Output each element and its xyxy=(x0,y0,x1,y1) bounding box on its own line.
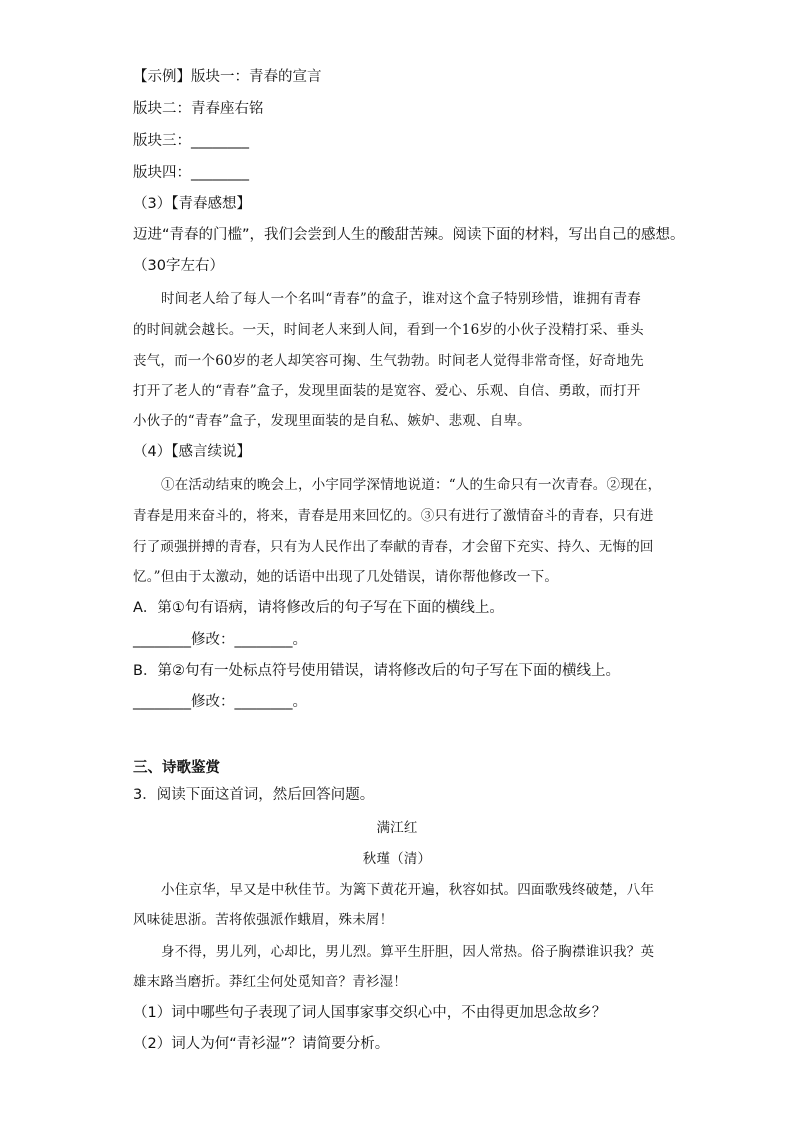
q4-heading: （4）【感言续说】 xyxy=(133,444,251,460)
q4-b-prompt: B．第②句有一处标点符号使用错误，请将修改后的句子写在下面的横线上。 xyxy=(133,663,620,679)
poetry-intro: 3．阅读下面这首词，然后回答问题。 xyxy=(133,787,375,803)
poetry-q1: （1）词中哪些句子表现了词人国事家事交织心中，不由得更加思念故乡？ xyxy=(133,1005,607,1021)
material-line: 时间老人给了每人一个名叫“青春”的盒子，谁对这个盒子特别珍惜，谁拥有青春 xyxy=(161,291,642,307)
q3-prompt: 迈进“青春的门槛”，我们会尝到人生的酸甜苦辣。阅读下面的材料，写出自己的感想。 xyxy=(133,227,685,243)
poem-line: 风味徒思浙。苦将侬强派作蛾眉，殊未屑！ xyxy=(133,912,394,928)
poem-line: 小住京华，早又是中秋佳节。为篱下黄花开遍，秋容如拭。四面歌残终破楚，八年 xyxy=(161,882,655,898)
block-2: 版块二：青春座右铭 xyxy=(133,101,264,117)
section-title: 三、诗歌鉴赏 xyxy=(133,760,220,776)
poem-title: 满江红 xyxy=(376,820,418,836)
poem-author: 秋瑾（清） xyxy=(362,851,432,867)
q4-a-answer: ________修改：________。 xyxy=(133,632,307,648)
material-line: 丧气，而一个60岁的老人却笑容可掬、生气勃勃。时间老人觉得非常奇怪，好奇地先 xyxy=(133,353,644,369)
passage-line: 忆。”但由于太激动，她的话语中出现了几处错误，请你帮他修改一下。 xyxy=(133,569,559,585)
material-line: 的时间就会越长。一天，时间老人来到人间，看到一个16岁的小伙子没精打采、垂头 xyxy=(133,322,644,338)
material-line: 小伙子的“青春”盒子，发现里面装的是自私、嫉妒、悲观、自卑。 xyxy=(133,413,531,429)
block-3: 版块三：________ xyxy=(133,133,249,149)
passage-line: 青春是用来奋斗的，将来，青春是用来回忆的。③只有进行了激情奋斗的青春，只有进 xyxy=(133,508,654,524)
q3-heading: （3）【青春感想】 xyxy=(133,196,251,212)
poem-line: 身不得，男儿列，心却比，男儿烈。算平生肝胆，因人常热。俗子胸襟谁识我？英 xyxy=(161,944,655,960)
q3-limit: （30字左右） xyxy=(133,258,224,274)
q4-a-prompt: A．第①句有语病，请将修改后的句子写在下面的横线上。 xyxy=(133,600,504,616)
q4-b-answer: ________修改：________。 xyxy=(133,694,307,710)
passage-line: ①在活动结束的晚会上，小宇同学深情地说道：“人的生命只有一次青春。②现在， xyxy=(161,477,662,493)
block-example: 【示例】版块一：青春的宣言 xyxy=(133,69,322,85)
poetry-q2: （2）词人为何“青衫湿”？请简要分析。 xyxy=(133,1036,390,1052)
poem-line: 雄末路当磨折。莽红尘何处觅知音？青衫湿！ xyxy=(133,974,407,990)
passage-line: 行了顽强拼搏的青春，只有为人民作出了奉献的青春，才会留下充实、持久、无悔的回 xyxy=(133,539,654,555)
material-line: 打开了老人的“青春”盒子，发现里面装的是宽容、爱心、乐观、自信、勇敢，而打开 xyxy=(133,383,641,399)
block-4: 版块四：________ xyxy=(133,165,249,181)
